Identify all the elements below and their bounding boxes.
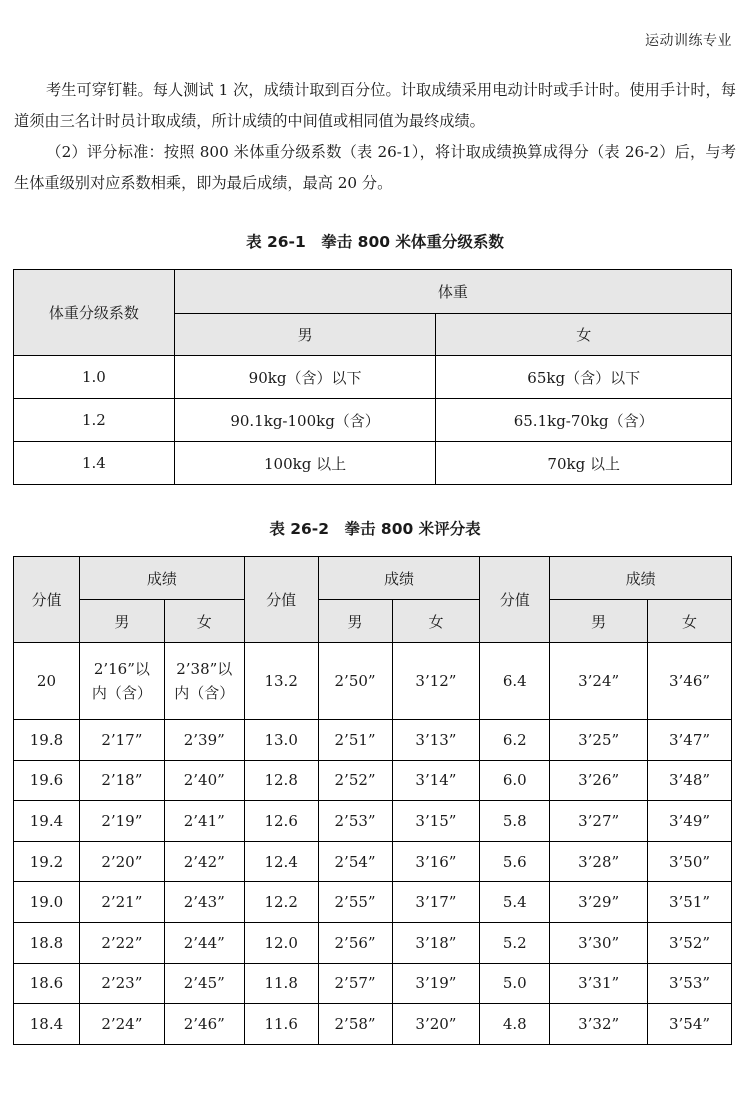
cell-male-line1: 2’16”以 <box>93 660 150 678</box>
cell-score: 12.2 <box>244 882 318 923</box>
cell-score: 12.4 <box>244 841 318 882</box>
header-female: 女 <box>648 600 732 643</box>
header-result: 成绩 <box>79 557 244 600</box>
header-female: 女 <box>164 600 244 643</box>
paragraph-scoring <box>14 137 736 199</box>
cell-score: 18.6 <box>14 963 80 1004</box>
cell-score: 5.8 <box>480 801 550 842</box>
cell-male: 3’28” <box>550 841 648 882</box>
table-row <box>14 963 732 1004</box>
header-score: 分值 <box>244 557 318 643</box>
cell-female: 3’16” <box>392 841 480 882</box>
cell-female: 3’52” <box>648 922 732 963</box>
cell-score: 19.0 <box>14 882 80 923</box>
cell-female: 3’19” <box>392 963 480 1004</box>
header-male: 男 <box>550 600 648 643</box>
paragraph-rules <box>14 75 736 137</box>
cell-male: 2’58” <box>318 1004 392 1045</box>
cell-female: 3’46” <box>648 643 732 720</box>
cell-score: 5.2 <box>480 922 550 963</box>
cell-male: 2’21” <box>79 882 164 923</box>
cell-male: 3’29” <box>550 882 648 923</box>
cell-male: 2’18” <box>79 760 164 801</box>
score-table <box>13 556 732 1045</box>
cell-female: 3’50” <box>648 841 732 882</box>
header-score: 分值 <box>14 557 80 643</box>
cell-male: 2’57” <box>318 963 392 1004</box>
cell-female: 70kg 以上 <box>436 442 732 485</box>
header-result: 成绩 <box>318 557 480 600</box>
header-male: 男 <box>174 314 436 356</box>
header-female: 女 <box>436 314 732 356</box>
cell-score: 6.4 <box>480 643 550 720</box>
cell-score: 18.8 <box>14 922 80 963</box>
cell-score: 5.0 <box>480 963 550 1004</box>
cell-male: 2’53” <box>318 801 392 842</box>
cell-male: 2’19” <box>79 801 164 842</box>
cell-male: 2’23” <box>79 963 164 1004</box>
paragraph-rules-text: 考生可穿钉鞋。每人测试 1 次，成绩计取到百分位。计取成绩采用电动计时或手计时。使用手计时，每道须由三名计时员计取成绩，所计成绩的中间值或相同值为最终成绩。 <box>14 81 736 130</box>
header-male: 男 <box>318 600 392 643</box>
cell-male: 3’25” <box>550 720 648 761</box>
paragraph-scoring-text: （2）评分标准：按照 800 米体重分级系数（表 26-1），将计取成绩换算成得分（表 26-2）后，与考生体重级别对应系数相乘，即为最后成绩，最高 20 分。 <box>14 143 736 192</box>
cell-male: 2’17” <box>79 720 164 761</box>
cell-coef: 1.4 <box>14 442 175 485</box>
cell-score: 12.0 <box>244 922 318 963</box>
cell-female: 3’15” <box>392 801 480 842</box>
cell-female: 3’18” <box>392 922 480 963</box>
cell-male: 2’54” <box>318 841 392 882</box>
cell-female: 3’12” <box>392 643 480 720</box>
header-score: 分值 <box>480 557 550 643</box>
cell-female: 3’20” <box>392 1004 480 1045</box>
cell-score: 12.8 <box>244 760 318 801</box>
cell-score: 13.0 <box>244 720 318 761</box>
header-coefficient: 体重分级系数 <box>14 270 175 356</box>
cell-score: 19.6 <box>14 760 80 801</box>
cell-female-line1: 2’38”以 <box>176 660 233 678</box>
cell-female: 2’45” <box>164 963 244 1004</box>
header-weight: 体重 <box>174 270 731 314</box>
cell-score: 19.2 <box>14 841 80 882</box>
header-female: 女 <box>392 600 480 643</box>
cell-male: 90.1kg-100kg（含） <box>174 399 436 442</box>
cell-female: 3’49” <box>648 801 732 842</box>
cell-female: 3’14” <box>392 760 480 801</box>
table-row <box>14 760 732 801</box>
cell-male: 2’55” <box>318 882 392 923</box>
cell-male: 2’51” <box>318 720 392 761</box>
table1-caption: 表 26-1 拳击 800 米体重分级系数 <box>246 233 504 251</box>
cell-score: 20 <box>14 643 80 720</box>
cell-female: 65.1kg-70kg（含） <box>436 399 732 442</box>
cell-female: 2’44” <box>164 922 244 963</box>
running-header: 运动训练专业 <box>645 33 732 49</box>
cell-male: 2’52” <box>318 760 392 801</box>
cell-male: 3’32” <box>550 1004 648 1045</box>
table-row <box>14 399 732 442</box>
cell-score: 5.4 <box>480 882 550 923</box>
table-row <box>14 720 732 761</box>
cell-female: 3’48” <box>648 760 732 801</box>
cell-female: 3’51” <box>648 882 732 923</box>
cell-score: 18.4 <box>14 1004 80 1045</box>
cell-male: 3’27” <box>550 801 648 842</box>
cell-male: 2’24” <box>79 1004 164 1045</box>
cell-male: 90kg（含）以下 <box>174 356 436 399</box>
table-row <box>14 882 732 923</box>
table-row <box>14 922 732 963</box>
header-result: 成绩 <box>550 557 732 600</box>
cell-male: 3’31” <box>550 963 648 1004</box>
cell-female <box>164 643 244 720</box>
cell-score: 13.2 <box>244 643 318 720</box>
cell-female: 2’39” <box>164 720 244 761</box>
cell-female: 3’53” <box>648 963 732 1004</box>
cell-score: 19.4 <box>14 801 80 842</box>
cell-female: 2’43” <box>164 882 244 923</box>
cell-score: 4.8 <box>480 1004 550 1045</box>
cell-female: 2’42” <box>164 841 244 882</box>
table-row <box>14 841 732 882</box>
cell-coef: 1.2 <box>14 399 175 442</box>
weight-coefficient-table <box>13 269 732 485</box>
cell-female: 65kg（含）以下 <box>436 356 732 399</box>
cell-female: 3’17” <box>392 882 480 923</box>
cell-female: 3’13” <box>392 720 480 761</box>
table-row <box>14 442 732 485</box>
cell-male: 3’26” <box>550 760 648 801</box>
header-male: 男 <box>79 600 164 643</box>
cell-score: 11.8 <box>244 963 318 1004</box>
cell-score: 6.2 <box>480 720 550 761</box>
cell-male: 2’20” <box>79 841 164 882</box>
cell-female: 3’47” <box>648 720 732 761</box>
cell-male-line2: 内（含） <box>91 684 152 702</box>
table-row <box>14 356 732 399</box>
table-row <box>14 1004 732 1045</box>
cell-male: 2’22” <box>79 922 164 963</box>
cell-female-line2: 内（含） <box>174 684 235 702</box>
table2-caption: 表 26-2 拳击 800 米评分表 <box>269 520 481 538</box>
cell-male: 2’56” <box>318 922 392 963</box>
cell-score: 5.6 <box>480 841 550 882</box>
cell-female: 3’54” <box>648 1004 732 1045</box>
cell-male: 2’50” <box>318 643 392 720</box>
cell-score: 12.6 <box>244 801 318 842</box>
cell-male: 3’24” <box>550 643 648 720</box>
cell-female: 2’46” <box>164 1004 244 1045</box>
cell-female: 2’40” <box>164 760 244 801</box>
cell-coef: 1.0 <box>14 356 175 399</box>
cell-score: 19.8 <box>14 720 80 761</box>
cell-female: 2’41” <box>164 801 244 842</box>
cell-score: 6.0 <box>480 760 550 801</box>
cell-score: 11.6 <box>244 1004 318 1045</box>
table-row <box>14 801 732 842</box>
cell-male: 3’30” <box>550 922 648 963</box>
cell-male: 100kg 以上 <box>174 442 436 485</box>
cell-male <box>79 643 164 720</box>
table-row <box>14 643 732 720</box>
